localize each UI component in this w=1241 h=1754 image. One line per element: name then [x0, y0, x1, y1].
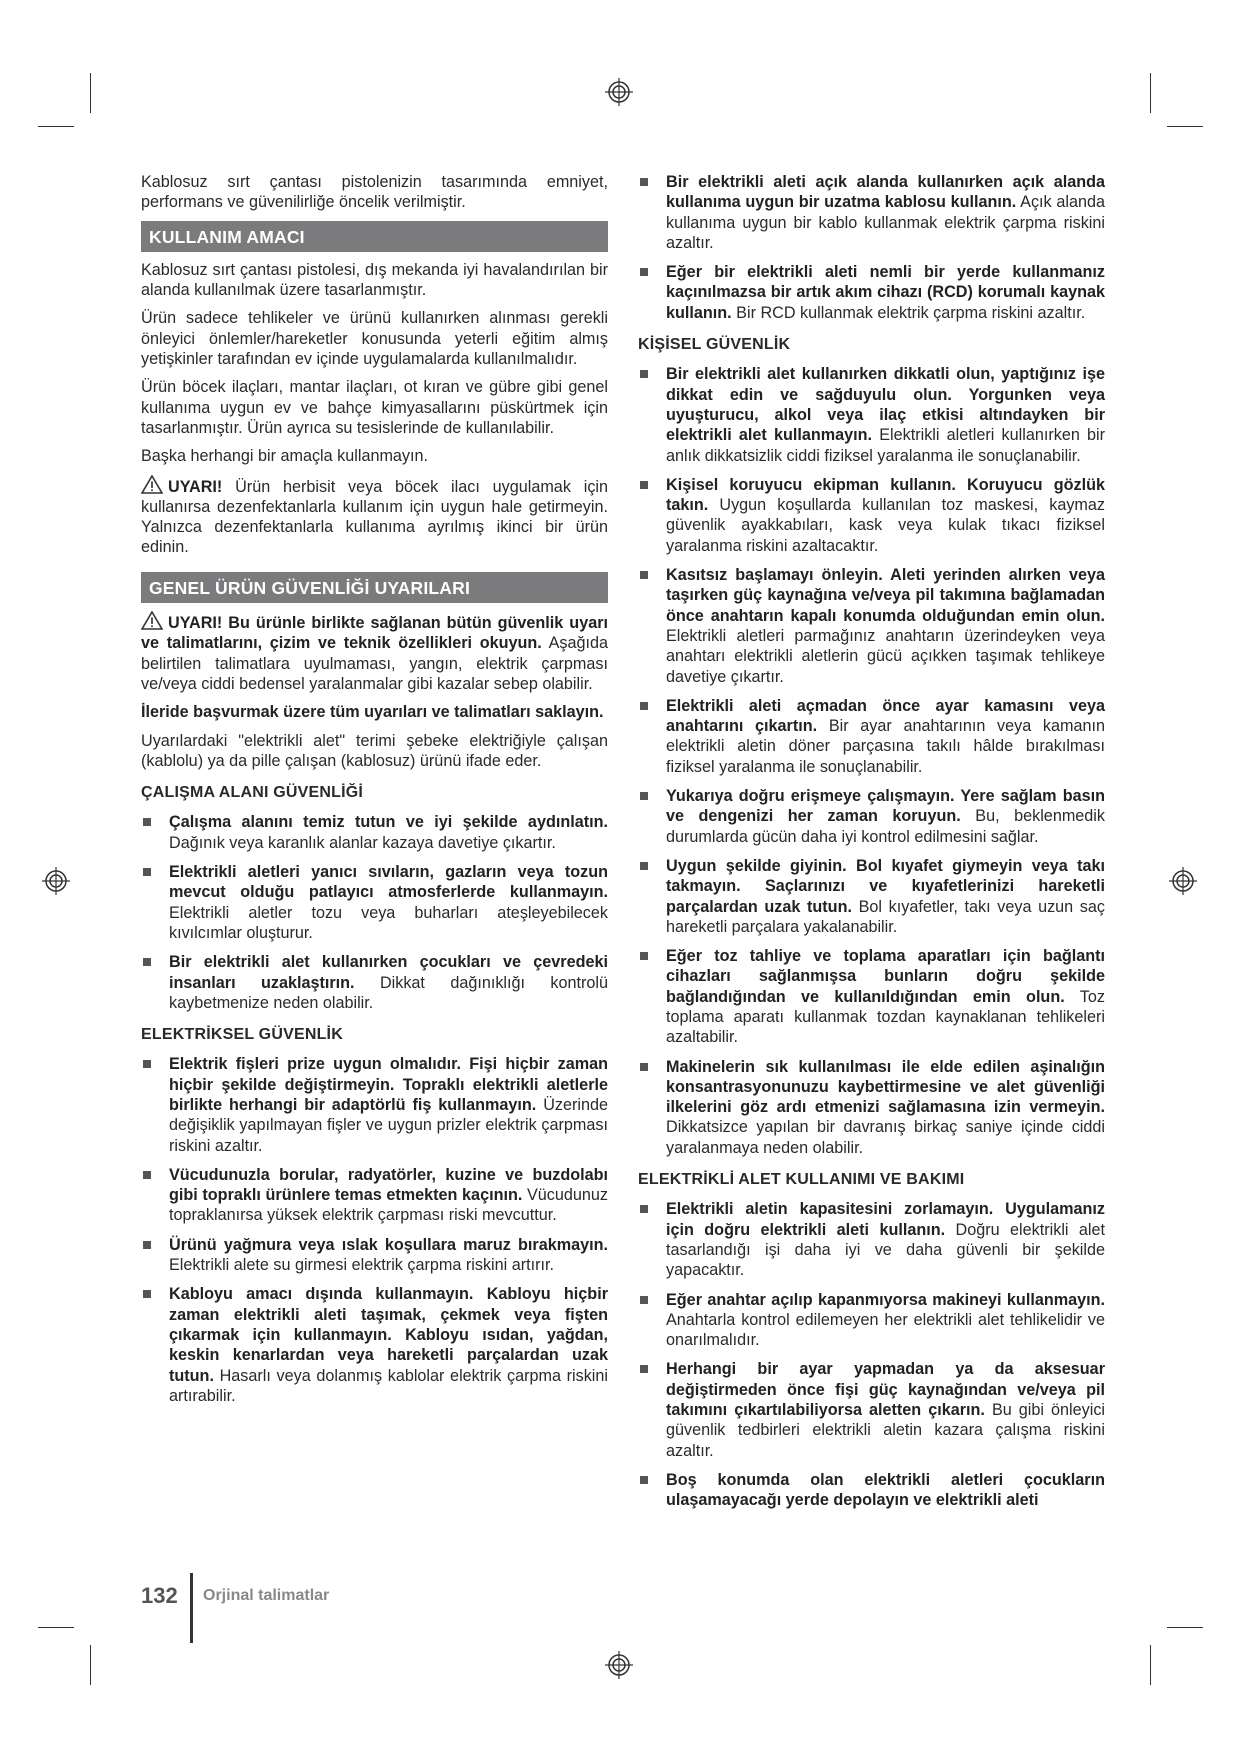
item-bold: Herhangi bir ayar yapmadan ya da aksesuar değiştirmeden önce fişi güç kaynağından ve/veya pil takımını çıkartılabiliyorsa aletten çıkarın.	[666, 1360, 1105, 1420]
item-bold: Çalışma alanını temiz tutun ve iyi şekilde aydınlatın.	[169, 813, 608, 832]
item-bold: Elektrikli aletin kapasitesini zorlamayın. Uygulamanız için doğru elektrikli aleti kullanın.	[666, 1200, 1105, 1239]
bullet-icon	[640, 1476, 648, 1484]
list-item	[638, 565, 1105, 687]
bullet-icon	[640, 792, 648, 800]
item-text: Elektrikli aletleri kullanırken bir anlık dikkatsizlik ciddi fiziksel yaralanma ile sonuçlanabilir.	[666, 426, 1105, 465]
bullet-icon	[143, 1241, 151, 1249]
warning-text: Aşağıda belirtilen talimatlara uyulmaması, yangın, elektrik çarpması ve/veya ciddi bedensel yaralanmalar gibi kazalar sebep olabilir.	[141, 634, 608, 693]
registration-mark-icon	[604, 1650, 634, 1680]
item-text: Bir RCD kullanmak elektrik çarpma riskini azaltır.	[736, 303, 1086, 322]
bullet-icon	[640, 178, 648, 186]
subheading-personal: KİŞİSEL GÜVENLİK	[638, 336, 791, 354]
subheading-electrical: ELEKTRİKSEL GÜVENLİK	[141, 1026, 343, 1044]
item-bold: Kasıtsız başlamayı önleyin. Aleti yerinden alırken veya taşırken güç kaynağına ve/veya pil takımına bağlamadan önce anahtarın kapalı konumda olduğundan emin olun.	[666, 566, 1105, 625]
item-text: Bir ayar anahtarının veya kamanın elektrikli aletin döner parçasına takılı hâlde bırakılması fiziksel yaralanma ile sonuçlanabilir.	[666, 717, 1105, 776]
bullet-icon	[640, 862, 648, 870]
bullet-icon	[143, 818, 151, 826]
crop-mark	[1167, 1627, 1203, 1628]
list-item	[141, 1235, 608, 1276]
item-bold: Ürünü yağmura veya ıslak koşullara maruz bırakmayın.	[169, 1235, 608, 1254]
item-bold: Elektrikli aleti açmadan önce ayar kamasını veya anahtarını çıkartın.	[666, 696, 1105, 736]
item-bold: Vücudunuzla borular, radyatörler, kuzine ve buzdolabı gibi topraklı ürünlere temas etmekten kaçının.	[169, 1165, 608, 1205]
right-column	[638, 172, 1105, 1520]
warning-text: Ürün herbisit veya böcek ilacı uygulamak için kullanırsa dezenfektanlarla kullanım için uygun hale getirmeyin. Yalnızca dezenfektanlarla kullanıma ayrılmış ikinci bir ürün edinin.	[141, 477, 609, 557]
crop-mark	[1150, 1645, 1151, 1685]
crop-mark	[90, 73, 91, 113]
item-bold: Elektrik fişleri prize uygun olmalıdır. Fişi hiçbir zaman hiçbir şekilde değiştirmeyin. Topraklı elektrikli aletlerle birlikte herhangi bir adaptörlü fiş kullanmayın.	[169, 1055, 608, 1114]
crop-mark	[90, 1645, 91, 1685]
crop-mark	[1150, 73, 1151, 113]
registration-mark-icon	[604, 77, 634, 107]
usage-paragraph: Kablosuz sırt çantası pistolesi, dış mekanda iyi havalandırılan bir alanda kullanılmak üzere tasarlanmıştır.	[141, 260, 608, 300]
item-bold: Uygun şekilde giyinin. Bol kıyafet giymeyin veya takı takmayın. Saçlarınızı ve kıyafetlerinizi hareketli parçalardan uzak tutun.	[666, 856, 1105, 916]
list-item	[638, 786, 1105, 847]
bullet-icon	[640, 370, 648, 378]
item-bold: Eğer toz tahliye ve toplama aparatları için bağlantı cihazları sağlanmışsa bunların doğru şekilde bağlandığından ve kullanıldığından emin olun.	[666, 947, 1105, 1006]
item-bold: Eğer anahtar açılıp kapanmıyorsa makineyi kullanmayın.	[666, 1290, 1105, 1309]
bullet-icon	[640, 1063, 648, 1071]
item-text: Bu gibi önleyici güvenlik tedbirleri elektrikli aletin kazara çalışma riskini azaltır.	[666, 1401, 1106, 1460]
bullet-icon	[640, 1205, 648, 1213]
crop-mark	[38, 1627, 74, 1628]
list-item	[141, 862, 608, 943]
usage-paragraph: Başka herhangi bir amaçla kullanmayın.	[141, 447, 429, 466]
crop-mark	[38, 126, 74, 127]
list-item	[638, 1359, 1105, 1460]
crop-mark	[1167, 126, 1203, 127]
list-item	[638, 475, 1105, 556]
list-item	[638, 172, 1105, 253]
list-item	[141, 812, 608, 853]
item-text: Dağınık veya karanlık alanlar kazaya davetiye çıkartır.	[169, 833, 556, 852]
bullet-icon	[143, 958, 151, 966]
section-header-general-safety: GENEL ÜRÜN GÜVENLİĞİ UYARILARI	[141, 572, 608, 603]
bullet-icon	[640, 268, 648, 276]
list-item	[638, 856, 1105, 937]
bullet-icon	[640, 571, 648, 579]
warning-triangle-icon	[141, 475, 163, 494]
item-bold: Eğer bir elektrikli aleti nemli bir yerde kullanmanız kaçınılmazsa bir artık akım cihazı (RCD) korumalı kaynak kullanın.	[666, 263, 1105, 322]
list-item	[638, 1199, 1105, 1280]
warning-triangle-icon	[141, 611, 163, 630]
item-bold: Bir elektrikli aleti açık alanda kullanırken açık alanda kullanıma uygun bir uzatma kablosu kullanın.	[666, 173, 1105, 212]
bullet-icon	[143, 1060, 151, 1068]
list-item	[638, 1290, 1105, 1351]
page-number: 132	[141, 1583, 178, 1608]
item-bold: Bir elektrikli alet kullanırken dikkatli olun, yaptığınız işe dikkat edin ve sağduyulu olun. Yorgunken veya uyuşturucu, alkol veya ilaç etkisi altındayken bir elektrikli alet kullanmayın.	[666, 365, 1105, 445]
subheading-work-area: ÇALIŞMA ALANI GÜVENLİĞİ	[141, 784, 364, 802]
item-bold: Makinelerin sık kullanılması ile elde edilen aşinalığın konsantrasyonunuzu kaybettirmesine ve alet güvenliği ilkelerini göz ardı etmenizi sağlamasına izin vermeyin.	[666, 1057, 1105, 1117]
item-bold: Boş konumda olan elektrikli aletleri çocukların ulaşamayacağı yerde depolayın ve elektrikli aleti	[666, 1470, 1105, 1510]
list-item	[638, 946, 1105, 1047]
item-text: Elektrikli aletler tozu veya buharları ateşleyebilecek kıvılcımlar oluşturur.	[169, 903, 608, 942]
bullet-icon	[640, 702, 648, 710]
footer-divider	[190, 1573, 193, 1643]
list-item	[141, 1165, 608, 1226]
bullet-icon	[640, 1365, 648, 1373]
footer-label: Orjinal talimatlar	[203, 1587, 330, 1604]
bullet-icon	[143, 1290, 151, 1298]
list-item	[638, 262, 1105, 323]
item-bold: Kabloyu amacı dışında kullanmayın. Kabloyu hiçbir zaman elektrikli aleti taşımak, çekmek veya fişten çıkarmak için kullanmayın. Kabloyu ısıdan, yağdan, keskin kenarlardan veya hareketli parçalardan uzak tutun.	[169, 1285, 608, 1385]
item-text: Elektrikli alete su girmesi elektrik çarpma riskini artırır.	[169, 1256, 554, 1275]
item-text: Dikkatsizce yapılan bir davranış birkaç saniye içinde ciddi yaralanmaya neden olabilir.	[666, 1118, 1105, 1157]
bullet-icon	[640, 952, 648, 960]
section-header-usage: KULLANIM AMACI	[141, 221, 608, 252]
usage-paragraph: Ürün böcek ilaçları, mantar ilaçları, ot kıran ve gübre gibi genel kullanıma uygun ev ve bahçe kimyasallarını püskürtmek için tasarlanmıştır. Ürün ayrıca su tesislerinde de kullanılabilir.	[141, 378, 608, 437]
warning-label: UYARI!	[168, 477, 223, 496]
item-text: Açık alanda kullanıma uygun bir kablo kullanmak elektrik çarpma riskini azaltır.	[666, 193, 1106, 252]
list-item	[638, 696, 1105, 777]
term-definition: Uyarılardaki "elektrikli alet" terimi şebeke elektriğiyle çalışan (kablolu) ya da pille çalışan (kablosuz) ürünü ifade eder.	[141, 731, 608, 770]
bullet-icon	[143, 1171, 151, 1179]
left-column	[141, 172, 608, 1415]
warning-paragraph	[141, 611, 608, 694]
bullet-icon	[640, 481, 648, 489]
item-text: Elektrikli aletleri parmağınız anahtarın üzerindeyken veya anahtarı elektrikli aletlerin gücü açıkken taşımak tehlikeye davetiye çıkartır.	[666, 626, 1105, 686]
bullet-icon	[640, 1296, 648, 1304]
item-bold: Yukarıya doğru erişmeye çalışmayın. Yere sağlam basın ve dengenizi her zaman koruyun.	[666, 787, 1105, 826]
registration-mark-icon	[41, 866, 71, 896]
list-item	[638, 1470, 1105, 1511]
item-text: Vücudunuz topraklanırsa yüksek elektrik çarpması riski mevcuttur.	[169, 1186, 608, 1225]
list-item	[638, 364, 1105, 465]
list-item	[141, 952, 608, 1013]
list-item	[141, 1284, 608, 1406]
list-item	[638, 1057, 1105, 1158]
warning-bold-text: UYARI! Bu ürünle birlikte sağlanan bütün güvenlik uyarı ve talimatlarını, çizim ve teknik özellikleri okuyun.	[141, 614, 608, 653]
item-text: Toz toplama aparatı kullanmak tozdan kaynaklanan tehlikeleri azaltabilir.	[666, 987, 1105, 1047]
item-text: Üzerinde değişiklik yapılmayan fişler ve uygun prizler elektrik çarpması riskini azaltır.	[169, 1095, 609, 1155]
item-text: Bu, beklenmedik durumlarda gücün daha iyi kontrol edilmesini sağlar.	[666, 807, 1105, 846]
item-bold: Bir elektrikli alet kullanırken çocukları ve çevredeki insanları uzaklaştırın.	[169, 953, 608, 992]
item-text: Bol kıyafetler, takı veya uzun saç hareketli parçalara yakalanabilir.	[666, 897, 1106, 936]
usage-paragraph: Ürün sadece tehlikeler ve ürünü kullanırken alınması gerekli önleyici önlemler/hareketler konusunda yeterli eğitim almış yetişkinler tarafından ev içinde uygulamalarda kullanılmalıdır.	[141, 309, 608, 369]
list-item	[141, 1054, 608, 1155]
intro-paragraph: Kablosuz sırt çantası pistolenizin tasarımında emniyet, performans ve güvenilirliğe öncelik verilmiştir.	[141, 173, 608, 212]
item-text: Uygun koşullarda kullanılan toz maskesi, kaymaz güvenlik ayakkabıları, kask veya kulak tıkacı fiziksel yaralanma riskini azaltacaktır.	[666, 496, 1106, 555]
item-bold: Elektrikli aletleri yanıcı sıvıların, gazların veya tozun mevcut olduğu patlayıcı atmosferlerde kullanmayın.	[169, 863, 608, 902]
item-text: Hasarlı veya dolanmış kablolar elektrik çarpma riskini artırabilir.	[169, 1366, 608, 1405]
item-bold: Kişisel koruyucu ekipman kullanın. Koruyucu gözlük takın.	[666, 475, 1105, 515]
keep-instructions	[141, 702, 608, 722]
item-text: Anahtarla kontrol edilemeyen her elektrikli alet tehlikelidir ve onarılmalıdır.	[666, 1310, 1105, 1350]
registration-mark-icon	[1168, 866, 1198, 896]
warning-paragraph	[141, 475, 608, 558]
keep-instructions-text: İleride başvurmak üzere tüm uyarıları ve talimatları saklayın.	[141, 703, 604, 722]
bullet-icon	[143, 868, 151, 876]
subheading-tool-use: ELEKTRİKLİ ALET KULLANIMI VE BAKIMI	[638, 1171, 965, 1189]
item-text: Doğru elektrikli alet tasarlandığı işi daha iyi ve daha güvenli bir şekilde yapacaktır.	[666, 1220, 1106, 1280]
item-text: Dikkat dağınıklığı kontrolü kaybetmenize neden olabilir.	[169, 973, 609, 1012]
